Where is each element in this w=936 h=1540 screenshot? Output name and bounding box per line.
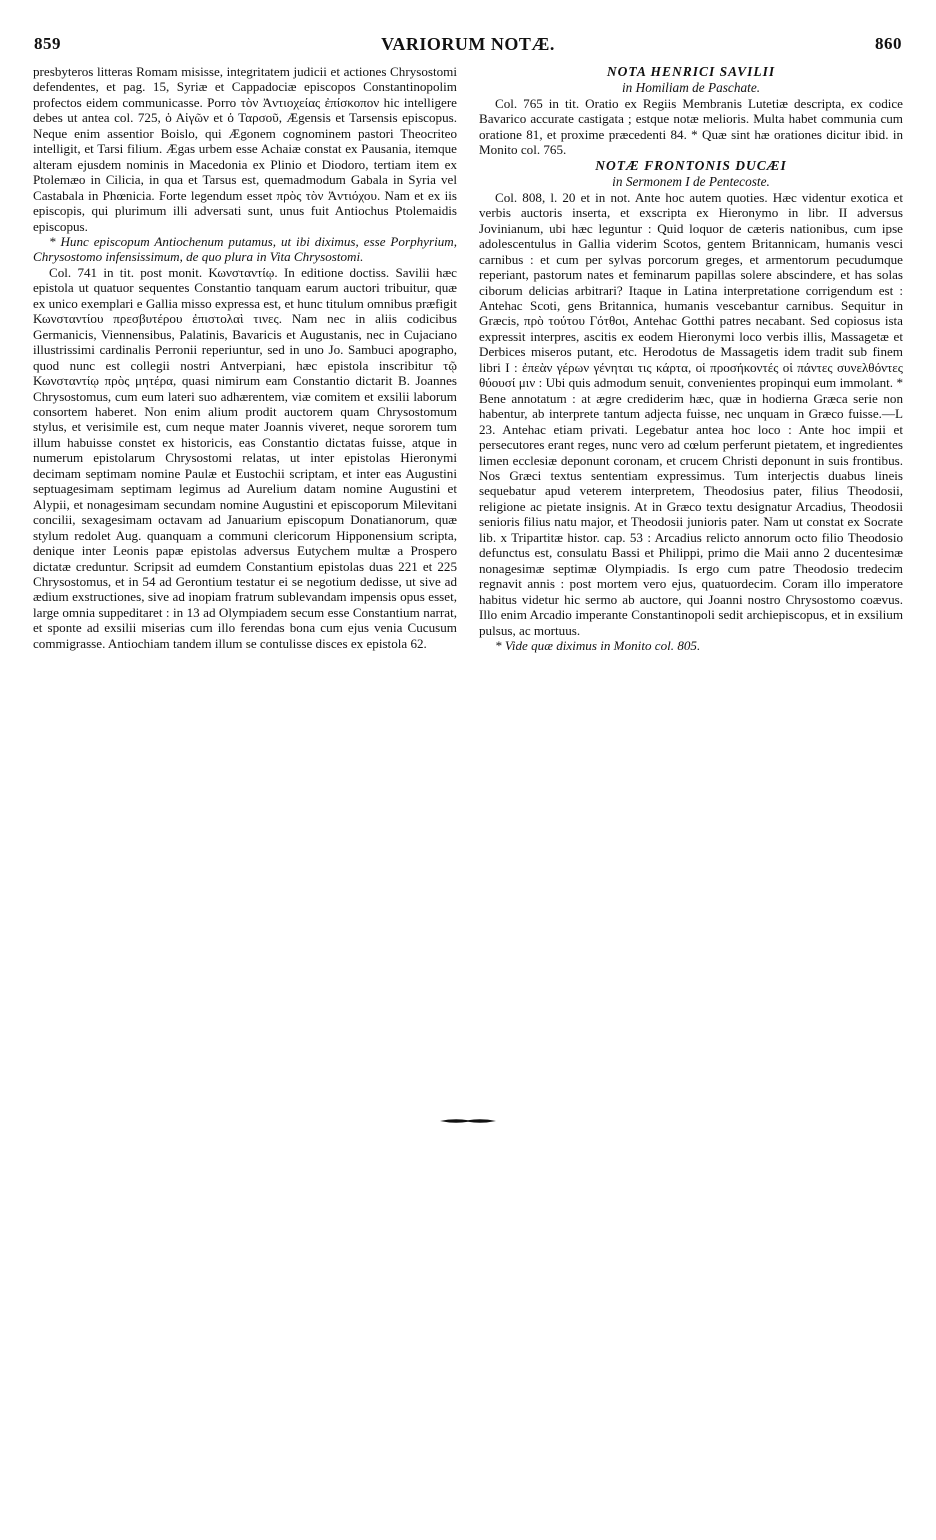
page-header [34, 34, 902, 56]
end-ornament-rule [440, 1118, 496, 1124]
right-paragraph: * Vide quæ diximus in Monito col. 805. [495, 637, 701, 653]
left-column [33, 64, 457, 651]
right-page-number: 860 [875, 34, 902, 53]
right-paragraph: Col. 808, l. 20 et in not. Ante hoc autem quoties. Hæc videntur exotica et verbis auctoris inserta, et exscripta ex Hieronymo in libr. II adversus Jovinianum, ubi hæc leguntur : Quid loquor de cæteris nationibus, cum ipse adolescentulus in Gallia viderim Scotos, gentem Britannicam, humanis vesci carnibus : et cum per sylvas porcorum greges, et armentorum pecudumque reperiant, pastorum nates et feminarum papillas solere abscindere, et has solas ciborum delicias arbitrari? Itaque in Latina interpretatione corrigendum est : Antehac Scoti, gens Britannica, humanis vescebantur carnibus. Sequitur in Græcis, πρὸ τούτου Γότθοι, Antehac Gotthi patres necabant. Sed copiosus ista expressit interpres, ascitis ex eodem Hieronymi loco verbis illis, Massagetæ et Derbices miseros putant, etc. Herodotus de Massagetis idem tradit sub finem libri I : ἐπεὰν γέρων γένηται τις κάρτα, οἱ προσήκοντές οἱ πάντες συνελθόντες θύουσί μιν : Ubi quis admodum senuit, convenientes propinqui eum immolant. * Bene annotatum : at ægre crediderim hæc, quæ in hodierna Græca serie non habentur, ab interprete tantum adjecta fuisse, nec unquam in Græco fuisse.—L 23. Antehac etiam privati. Legebatur antea hoc loco : Ante hoc impii et persecutores erant reges, nunc vero ad cœlum perferunt pietatem, et ingredientes limen ecclesiæ deponunt coronam, et crucem Christi deponunt in suis frontibus. Nos Græci textus sententiam expressimus. Tum interjectis duabus lineis sequebatur apud veterem interpretem, Theodosius pater, filius Theodosii, religione ac pietate insignis. At in Græco textu designatur Arcadius, Theodosii senioris filius natu major, et Theodosii junioris pater. Nam ut constat ex Socrate lib. x Tripartitæ histor. cap. 53 : Arcadius relicto annorum octo filio Theodosio defunctus est, consulatu Bassi et Philippi, primo die Maii anno 2 ducentesimæ nonagesimæ septimæ Olympiadis. Is ergo cum patre Theodosio tredecim regnavit annis : post mortem vero ejus, quatuordecim. Coram illo imperatore habitus videtur hic sermo ab auctore, qui Joanni nostro Chrysostomo coævus. Illo enim Arcadio imperante Constantinopoli sedit archiepiscopus, et in exsilium pulsus, ac mortuus. [479, 189, 903, 638]
section-title-savilii: NOTA HENRICI SAVILII [606, 64, 776, 79]
section-title-ducaei: NOTÆ FRONTONIS DUCÆI [595, 157, 787, 173]
section-subtitle-savilii: in Homiliam de Paschate. [621, 80, 761, 95]
right-column [479, 64, 903, 653]
section-subtitle-ducaei: in Sermonem I de Pentecoste. [612, 173, 770, 189]
left-page-number: 859 [34, 34, 61, 53]
left-paragraph: Col. 741 in tit. post monit. Κωνσταντίῳ. In editione doctiss. Savilii hæc epistola ut quatuor sequentes Constantio tanquam earum auctori tribuitur, quæ ex unico exemplari e Gallia misso expressa est, et hunc titulum omnibus præfigit Κωνσταντίου πρεσβυτέρου ἐπιστολαὶ τινες. Nam nec in aliis codicibus Germanicis, Viennensibus, Palatinis, Bavaricis et Augustanis, nec in Cujaciano illustrissimi cardinalis Perronii reperiuntur, sed in uno Jo. Sambuci apographo, quod nunc est collegii nostri Antverpiani, hæc epistola inscribitur τῷ Κωνσταντίῳ πρὸς μητέρα, quasi nimirum eam Constantio dictarit B. Joannes Chrysostomus, cum eum lateri suo adhærentem, viæ comitem et exsilii laborum consortem haberet. Non enim alium prodit auctorem quam Chrysostomum stylus, et verisimile est, cum neque mater Joannis viveret, neque sororem tum illum habuisse constet ex historicis, eas Constantio dictatas fuisse, atque in numerum epistolarum Chrysostomi relatas, ut inter epistolas Hieronymi decimam septimam nomine Paulæ et Eustochii scriptam, et inter eas Augustini septuagesimam septimam legimus ad Aurelium datam nomine Augustini et Alypii, et nonagesimam secundam nomine Augustini et episcoporum Milevitani concilii, sexagesimam octavam ad Januarium episcopum Donatianorum, quæ stylum redolet Aug. quanquam a communi clericorum Hipponensium scripta, denique inter Leonis papæ epistolas adversus Eutychem multæ a Prospero dictatæ creduntur. Scripsit ad eumdem Constantium epistolas duas 221 et 225 Chrysostomus, et in 54 ad Gerontium testatur ei se negotium dedisse, ut sive ad ædium exstructiones, sive ad inopiam fratrum sublevandam impensis opus esset, large omnia suppeditaret : in 13 ad Olympiadem secum esse Constantium narrat, et sponte ad exsilii miserias cum illo ferendas bona cum ejus venia Cucusum commigrasse. Antiochiam tandem illum se contulisse disces ex epistola 62. [33, 264, 457, 651]
left-paragraph: presbyteros litteras Romam misisse, integritatem judicii et actiones Chrysostomi defendentes, et pag. 15, Syriæ et Cappadociæ episcopos Constantinopolim profectos eidem communicasse. Porro τὸν Ἀντιοχείας ἐπίσκοπον hic intelligere debes ut antea col. 725, ὁ Αἰγῶν et ὁ Ταρσοῦ, Ægensis et Tarsensis episcopus. Neque enim assentior Boislo, qui Ægonem cognominem pastori Theocriteo intelligit, et Tarsi filium. Ægas urbem esse Achaiæ constat ex Pausania, itemque alteram ejusdem nominis in Macedonia ex Plinio et Diodoro, tertiam item ex Ptolemæo in Cilicia, in qua et Tarsus est, quemadmodum Gabala in Syria vel Castabala in Phœnicia. Forte legendum esset πρὸς τὸν Ἀντιόχου. Nam et ex iis episcopis, qui plurimum illi adversati sunt, unus fuit Antiochus Ptolemaidis episcopus. [33, 64, 457, 234]
running-title: VARIORUM NOTÆ. [381, 34, 555, 54]
right-paragraph: Col. 765 in tit. Oratio ex Regiis Membranis Lutetiæ descripta, ex codice Bavarico accurate castigata ; estque notæ melioris. Multa habet communia cum oratione 81, et proxime præcedenti 84. * Quæ sint hæ orationes dicitur ibid. in Monito col. 765. [479, 96, 903, 158]
left-paragraph: * Hunc episcopum Antiochenum putamus, ut ibi diximus, esse Porphyrium, Chrysostomo infensissimum, de quo plura in Vita Chrysostomi. [33, 233, 457, 265]
